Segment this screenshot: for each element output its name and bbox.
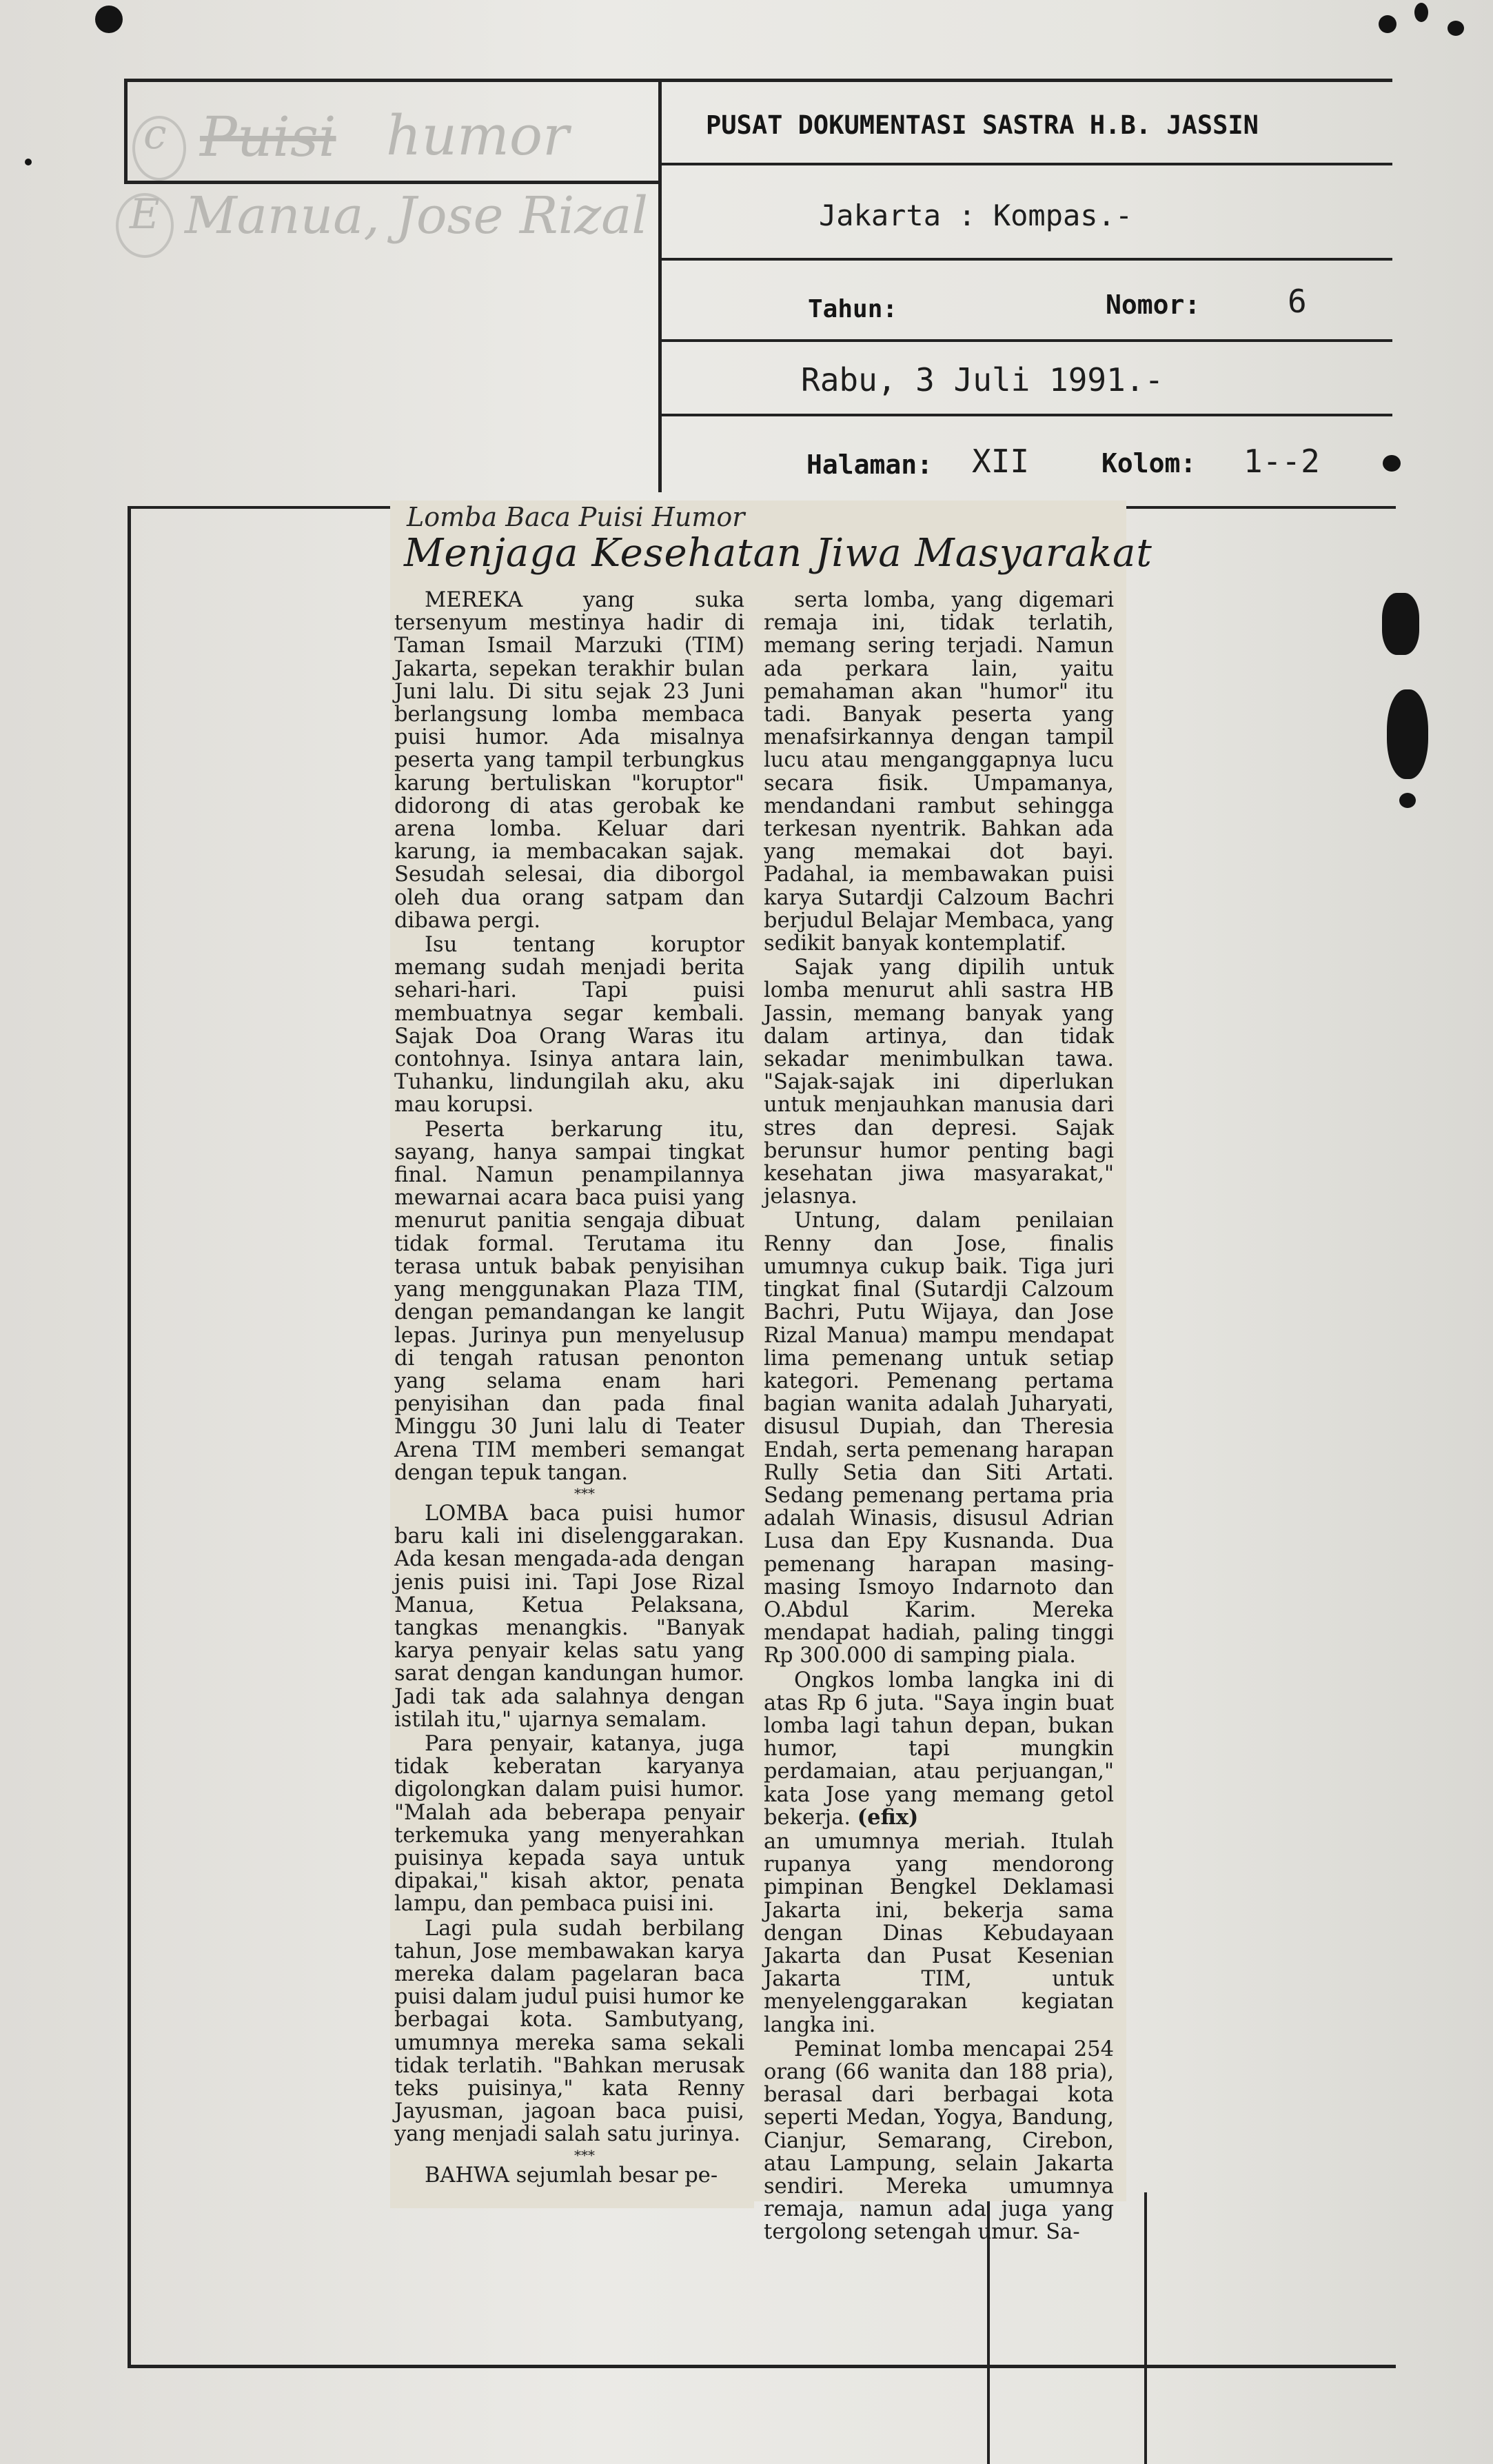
tahun-label: Tahun: <box>808 295 898 323</box>
paragraph: LOMBA baca puisi humor baru kali ini diselenggarakan. Ada kesan mengada-ada dengan jenis puisi ini. Tapi Jose Rizal Manua, Ketua Pelaksana, tangkas menangkis. "Banyak karya penyair kelas satu yang sarat dengan kandungan humor. Jadi tak ada salahnya dengan istilah itu," ujarnya semalam. <box>394 1501 744 1732</box>
ink-spot <box>95 6 123 33</box>
date-label: Rabu, 3 Juli 1991.- <box>801 361 1164 398</box>
paragraph <box>764 1669 1114 1829</box>
header-divider <box>658 79 662 492</box>
article-headline: Menjaga Kesehatan Jiwa Masyarakat <box>404 531 1152 576</box>
ink-spot <box>25 159 32 165</box>
paragraph: an umumnya meriah. Itulah rupanya yang mendorong pimpinan Bengkel Deklamasi Jakarta ini, bekerja sama dengan Dinas Kebudayaan Jakarta dan Pusat Kesenian Jakarta TIM, untuk menyelenggarakan kegiatan langka ini. <box>764 1829 1114 2037</box>
header-row-line <box>658 414 1392 416</box>
article-column-1 <box>394 589 744 2188</box>
kolom-label: Kolom: <box>1101 448 1197 478</box>
section-marker: *** <box>574 2146 595 2163</box>
ink-spot <box>1448 21 1464 36</box>
paragraph: serta lomba, yang digemari remaja ini, tidak terlatih, memang sering terjadi. Namun ada perkara lain, yaitu pemahaman akan "humor" itu tadi. Banyak peserta yang menafsirkannya dengan tampil lucu atau menganggapnya lucu secara fisik. Umpamanya, mendandani rambut sehingga terkesan nyentrik. Bahkan ada yang memakai dot bayi. Padahal, ia membawakan puisi karya Sutardji Calzoum Bachri berjudul Belajar Membaca, yang sedikit banyak kontemplatif. <box>764 588 1114 956</box>
ink-spot <box>1383 455 1401 472</box>
header-row-line <box>658 163 1392 165</box>
paragraph: MEREKA yang suka tersenyum mestinya hadir di Taman Ismail Marzuki (TIM) Jakarta, sepekan terakhir bulan Juni lalu. Di situ sejak 23 Juni berlangsung lomba membaca puisi humor. Ada misalnya peserta yang tampil terbungkus karung bertuliskan "koruptor" didorong di atas gerobak ke arena lomba. Keluar dari karung, ia membacakan sajak. Sesudah selesai, dia diborgol oleh dua orang satpam dan dibawa pergi. <box>394 588 744 933</box>
header-box-left <box>124 79 128 183</box>
institution-title: PUSAT DOKUMENTASI SASTRA H.B. JASSIN <box>706 110 1259 140</box>
byline: (efix) <box>857 1804 919 1830</box>
paragraph: BAHWA sejumlah besar pe- <box>425 2163 718 2188</box>
paragraph: Untung, dalam penilaian Renny dan Jose, finalis umumnya cukup baik. Tiga juri tingkat final (Sutardji Calzoum Bachri, Putu Wijaya, dan Jose Rizal Manua) mampu mendapat lima pemenang untuk setiap kategori. Pemenang pertama bagian wanita adalah Juharyati, disusul Dupiah, dan Theresia Endah, serta pemenang harapan Rully Setia dan Siti Artati. Sedang pemenang pertama pria adalah Winasis, disusul Adrian Lusa dan Epy Kusnanda. Dua pemenang harapan masing-masing Ismoyo Indarnoto dan O.Abdul Karim. Mereka mendapat hadiah, paling tinggi Rp 300.000 di samping piala. <box>764 1209 1114 1668</box>
section-marker: *** <box>574 1484 595 1502</box>
annotation-text: humor <box>386 103 569 168</box>
source-label: Jakarta : Kompas.- <box>819 199 1133 232</box>
header-box-leftbottom <box>124 181 662 184</box>
kolom-value: 1--2 <box>1243 443 1320 480</box>
annotation-marker: c <box>143 110 167 159</box>
header-row-line <box>658 339 1392 342</box>
paragraph: Sajak yang dipilih untuk lomba menurut ahli sastra HB Jassin, memang banyak yang dalam artinya, dan tidak sekadar menimbulkan tawa. "Sajak-sajak ini diperlukan untuk menjauhkan manusia dari stres dan depresi. Sajak berunsur humor penting bagi kesehatan jiwa masyarakat," jelasnya. <box>764 956 1114 1209</box>
ink-spot <box>1399 793 1416 808</box>
ink-spot <box>1387 689 1428 779</box>
annotation-struck-word: Puisi <box>200 105 336 169</box>
paragraph: Lagi pula sudah berbilang tahun, Jose membawakan karya mereka dalam pagelaran baca puisi dalam judul puisi humor ke berbagai kota. Sambutyang, umumnya mereka sama sekali tidak terlatih. "Bahkan merusak teks puisinya," kata Renny Jayusman, jagoan baca puisi, yang menjadi salah satu jurinya. <box>394 1916 744 2147</box>
paragraph: Peminat lomba mencapai 254 orang (66 wanita dan 188 pria), berasal dari berbagai kota seperti Medan, Yogya, Bandung, Cianjur, Semarang, Cirebon, atau Lampung, selain Jakarta sendiri. Mereka umumnya remaja, namun ada juga yang tergolong setengah umur. Sa- <box>764 2037 1114 2245</box>
annotation-text: Manua, Jose Rizal <box>185 186 649 245</box>
article-kicker: Lomba Baca Puisi Humor <box>407 502 745 532</box>
paragraph: Isu tentang koruptor memang sudah menjadi berita sehari-hari. Tapi puisi membuatnya segar kembali. Sajak Doa Orang Waras itu contohnya. Isinya antara lain, Tuhanku, lindungilah aku, aku mau korupsi. <box>394 933 744 1118</box>
frame-left <box>128 506 131 2367</box>
ink-spot <box>1382 593 1419 655</box>
frame-divider <box>1144 2192 1147 2464</box>
ink-spot <box>1414 3 1428 22</box>
halaman-value: XII <box>972 443 1030 480</box>
nomor-label: Nomor: <box>1106 290 1201 320</box>
frame-bottom <box>128 2365 1396 2368</box>
article-column-2 <box>764 589 1114 2245</box>
header-box-top <box>124 79 1392 82</box>
paragraph-text: Ongkos lomba langka ini di atas Rp 6 juta. "Saya ingin buat lomba lagi tahun depan, bukan humor, tapi mungkin perdamaian, atau perjuangan," kata Jose yang memang getol bekerja. <box>764 1668 1114 1830</box>
annotation-marker: E <box>130 190 160 239</box>
paragraph: Peserta berkarung itu, sayang, hanya sampai tingkat final. Namun penampilannya mewarnai acara baca puisi yang menurut panitia sengaja dibuat tidak formal. Terutama itu terasa untuk babak penyisihan yang menggunakan Plaza TIM, dengan pemandangan ke langit lepas. Jurinya pun menyelusup di tengah ratusan penonton yang selama enam hari penyisihan dan pada final Minggu 30 Juni lalu di Teater Arena TIM memberi semangat dengan tepuk tangan. <box>394 1117 744 1485</box>
paragraph: Para penyair, katanya, juga tidak keberatan karyanya digolongkan dalam puisi humor. "Malah ada beberapa penyair terkemuka yang menyerahkan puisinya kepada saya untuk dipakai," kisah aktor, penata lampu, dan pembaca puisi ini. <box>394 1731 744 1917</box>
halaman-label: Halaman: <box>806 450 933 480</box>
nomor-value: 6 <box>1288 283 1307 320</box>
ink-spot <box>1379 15 1396 33</box>
header-row-line <box>658 258 1392 261</box>
